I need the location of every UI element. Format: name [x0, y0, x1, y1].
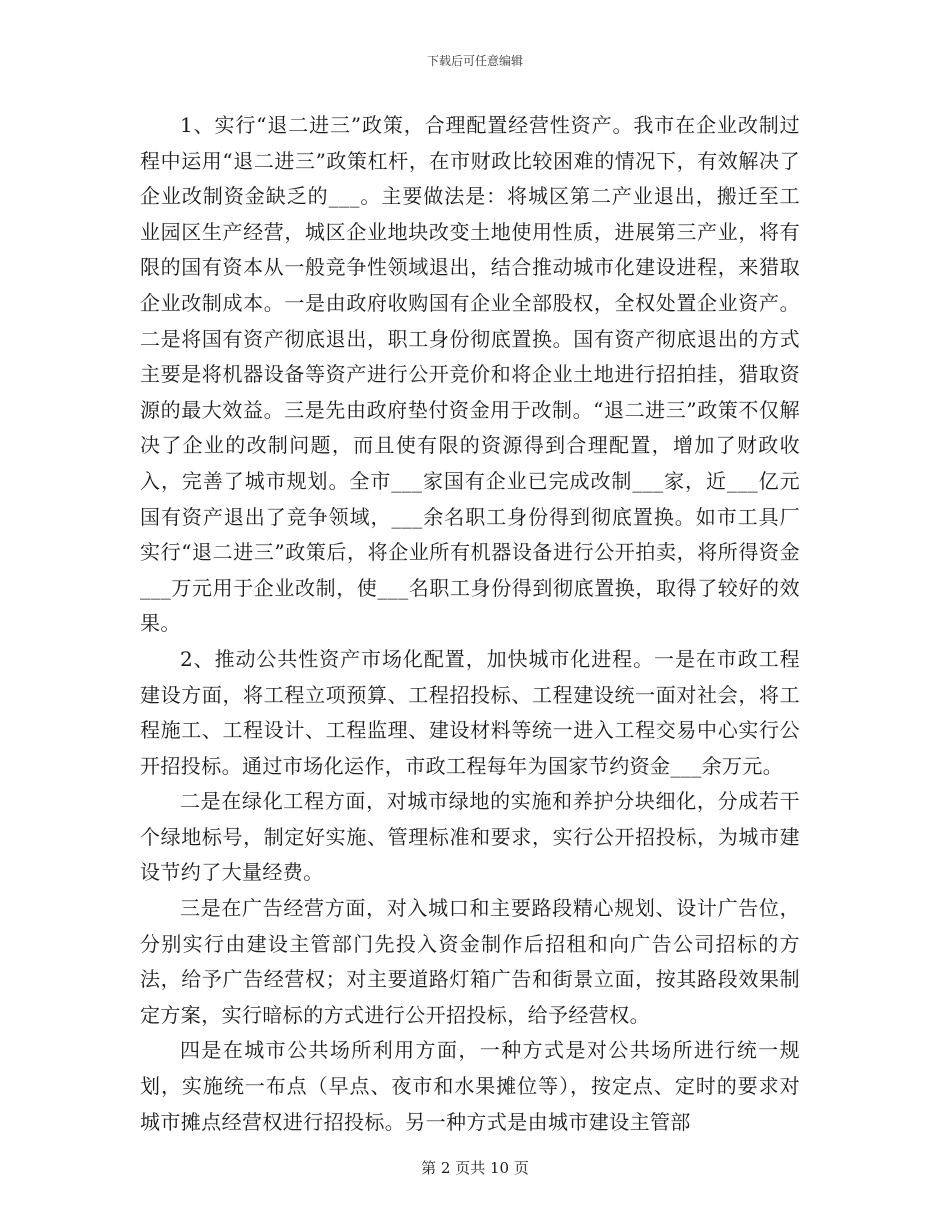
paragraph-public-assets: 2、推动公共性资产市场化配置，加快城市化进程。一是在市政工程建设方面，将工程立项预算、工程招投标、工程建设统一面对社会，将工程施工、工程设计、工程监理、建设材料等统一进入工程交易中心实行公开招投标。通过市场化运作，市政工程每年为国家节约资金___余万元。 [140, 646, 800, 778]
paragraph-advertising: 三是在广告经营方面，对入城口和主要路段精心规划、设计广告位，分别实行由建设主管部门先投入资金制作后招租和向广告公司招标的方法，给予广告经营权；对主要道路灯箱广告和街景立面，按其路段效果制定方案，实行暗标的方式进行公开招投标，给予经营权。 [140, 896, 800, 1027]
page-header: 下载后可任意编辑 [426, 54, 523, 68]
page-number-footer: 第 2 页共 10 页 [421, 1159, 529, 1177]
paragraph-retreat-policy: 1、实行“退二进三”政策，合理配置经营性资产。我市在企业改制过程中运用“退二进三”政策杠杆，在市财政比较困难的情况下，有效解决了企业改制资金缺乏的___。主要做法是：将城区第二产业退出，搬迁至工业园区生产经营，城区企业地块改变土地使用性质，进展第三产业，将有限的国有资本从一般竞争性领域退出，结合推动城市化建设进程，来猎取企业改制成本。一是由政府收购国有企业全部股权，全权处置企业资产。二是将国有资产彻底退出，职工身份彻底置换。国有资产彻底退出的方式主要是将机器设备等资产进行公开竞价和将企业土地进行招拍挂，猎取资源的最大效益。三是先由政府垫付资金用于改制。“退二进三”政策不仅解决了企业的改制问题，而且使有限的资源得到合理配置，增加了财政收入，完善了城市规划。全市___家国有企业已完成改制___家，近___亿元国有资产退出了竞争领域，___余名职工身份得到彻底置换。如市工具厂实行“退二进三”政策后，将企业所有机器设备进行公开拍卖，将所得资金___万元用于企业改制，使___名职工身份得到彻底置换，取得了较好的效果。 [140, 113, 800, 636]
paragraph-greening: 二是在绿化工程方面，对城市绿地的实施和养护分块细化，分成若干个绿地标号，制定好实施、管理标准和要求，实行公开招投标，为城市建设节约了大量经费。 [140, 789, 800, 885]
document-body [140, 108, 800, 1140]
paragraph-public-places: 四是在城市公共场所利用方面，一种方式是对公共场所进行统一规划，实施统一布点（早点、夜市和水果摊位等），按定点、定时的要求对城市摊点经营权进行招投标。另一种方式是由城市建设主管部 [140, 1038, 800, 1134]
